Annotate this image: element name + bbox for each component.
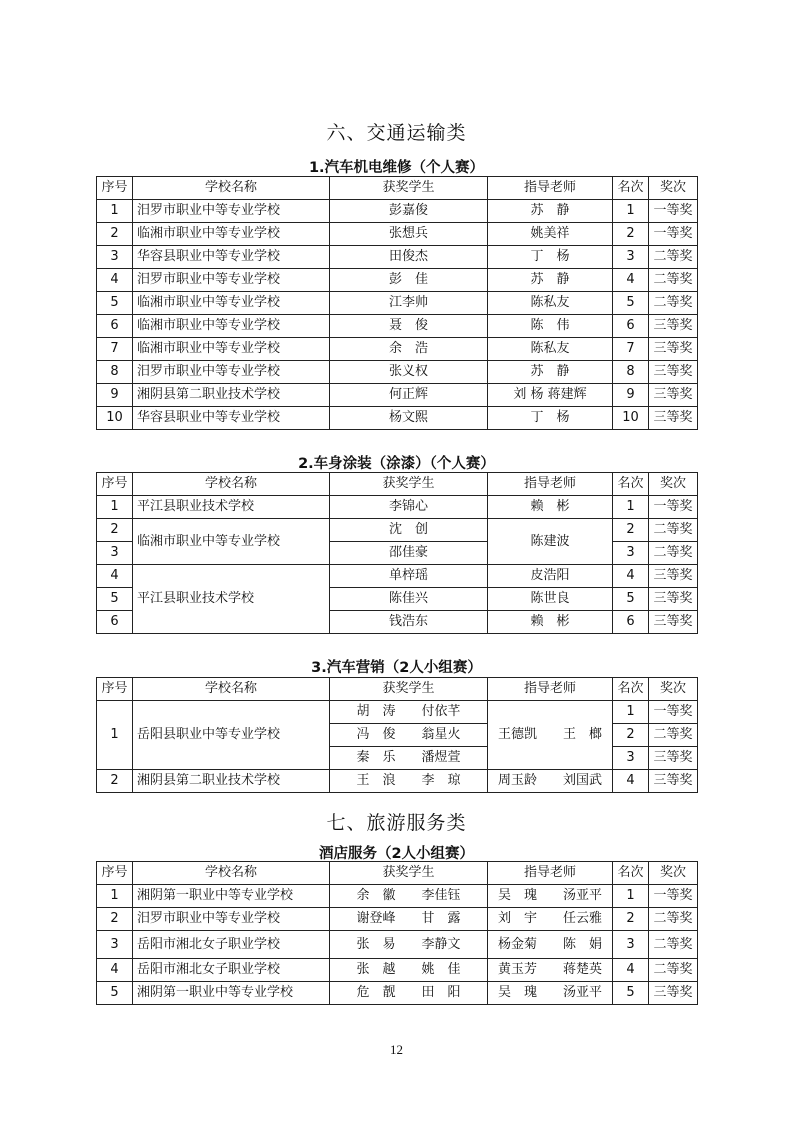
cell-school: 岳阳市湘北女子职业学校 — [133, 931, 330, 959]
cell-school: 汨罗市职业中等专业学校 — [133, 200, 330, 223]
cell-teacher: 刘 宇 任云雅 — [488, 908, 613, 931]
cell-award: 三等奖 — [649, 982, 698, 1005]
cell-no: 4 — [97, 959, 133, 982]
cell-student: 单梓瑶 — [330, 565, 488, 588]
cell-award: 三等奖 — [649, 565, 698, 588]
header-award: 奖次 — [649, 678, 698, 701]
cell-school: 湘阴县第二职业技术学校 — [133, 384, 330, 407]
cell-student: 秦 乐 潘煜萱 — [330, 747, 488, 770]
cell-no: 3 — [97, 542, 133, 565]
cell-rank: 2 — [613, 724, 649, 747]
header-rank: 名次 — [613, 473, 649, 496]
table-row — [97, 246, 698, 269]
cell-teacher: 陈建波 — [488, 519, 613, 565]
cell-no: 2 — [97, 223, 133, 246]
cell-teacher: 王德凯 王 榔 — [488, 701, 613, 770]
cell-school: 临湘市职业中等专业学校 — [133, 292, 330, 315]
cell-award: 一等奖 — [649, 885, 698, 908]
header-award: 奖次 — [649, 177, 698, 200]
cell-award: 三等奖 — [649, 361, 698, 384]
cell-teacher: 黄玉芳 蒋楚英 — [488, 959, 613, 982]
cell-rank: 6 — [613, 611, 649, 634]
cell-teacher: 吴 瑰 汤亚平 — [488, 885, 613, 908]
cell-no: 9 — [97, 384, 133, 407]
cell-no: 4 — [97, 565, 133, 588]
results-table-auto-marketing — [96, 677, 698, 793]
cell-rank: 9 — [613, 384, 649, 407]
cell-rank: 5 — [613, 292, 649, 315]
cell-teacher: 陈 伟 — [488, 315, 613, 338]
cell-teacher: 丁 杨 — [488, 246, 613, 269]
table-row — [97, 982, 698, 1005]
cell-student: 邵佳豪 — [330, 542, 488, 565]
table-row — [97, 223, 698, 246]
cell-teacher: 赖 彬 — [488, 496, 613, 519]
cell-award: 二等奖 — [649, 959, 698, 982]
table-row — [97, 959, 698, 982]
cell-award: 二等奖 — [649, 724, 698, 747]
cell-teacher: 皮浩阳 — [488, 565, 613, 588]
cell-award: 三等奖 — [649, 588, 698, 611]
cell-student: 张义权 — [330, 361, 488, 384]
cell-school: 汨罗市职业中等专业学校 — [133, 908, 330, 931]
cell-school: 临湘市职业中等专业学校 — [133, 338, 330, 361]
cell-rank: 3 — [613, 747, 649, 770]
header-school: 学校名称 — [133, 862, 330, 885]
table-row — [97, 200, 698, 223]
header-school: 学校名称 — [133, 473, 330, 496]
cell-no: 3 — [97, 931, 133, 959]
header-student: 获奖学生 — [330, 177, 488, 200]
header-award: 奖次 — [649, 473, 698, 496]
cell-rank: 2 — [613, 908, 649, 931]
cell-school: 临湘市职业中等专业学校 — [133, 519, 330, 565]
table-header-row — [97, 862, 698, 885]
results-table-auto-repair — [96, 176, 698, 430]
table-caption-auto-repair: 1.汽车机电维修（个人赛） — [308, 160, 485, 176]
cell-rank: 2 — [613, 223, 649, 246]
cell-school: 临湘市职业中等专业学校 — [133, 223, 330, 246]
cell-school: 岳阳市湘北女子职业学校 — [133, 959, 330, 982]
cell-no: 1 — [97, 701, 133, 770]
cell-school: 华容县职业中等专业学校 — [133, 407, 330, 430]
header-no: 序号 — [97, 678, 133, 701]
cell-teacher: 陈世良 — [488, 588, 613, 611]
cell-teacher: 赖 彬 — [488, 611, 613, 634]
table-header-row — [97, 473, 698, 496]
cell-student: 杨文熙 — [330, 407, 488, 430]
header-school: 学校名称 — [133, 678, 330, 701]
cell-no: 5 — [97, 982, 133, 1005]
table-header-row — [97, 177, 698, 200]
header-school: 学校名称 — [133, 177, 330, 200]
cell-teacher: 苏 静 — [488, 200, 613, 223]
cell-school: 汨罗市职业中等专业学校 — [133, 269, 330, 292]
page-number: 12 — [390, 1042, 403, 1057]
cell-student: 王 浪 李 琼 — [330, 770, 488, 793]
cell-student: 彭嘉俊 — [330, 200, 488, 223]
cell-school: 湘阴县第二职业技术学校 — [133, 770, 330, 793]
cell-no: 6 — [97, 315, 133, 338]
cell-award: 一等奖 — [649, 496, 698, 519]
table-row — [97, 908, 698, 931]
cell-no: 1 — [97, 496, 133, 519]
section-title-tourism: 七、旅游服务类 — [326, 812, 467, 834]
cell-no: 1 — [97, 885, 133, 908]
cell-student: 谢登峰 甘 露 — [330, 908, 488, 931]
cell-award: 二等奖 — [649, 246, 698, 269]
cell-award: 三等奖 — [649, 384, 698, 407]
table-caption-hotel-service: 酒店服务（2人小组赛） — [318, 846, 475, 862]
cell-no: 8 — [97, 361, 133, 384]
table-row — [97, 770, 698, 793]
cell-teacher: 苏 静 — [488, 361, 613, 384]
cell-award: 二等奖 — [649, 908, 698, 931]
cell-rank: 1 — [613, 496, 649, 519]
table-row — [97, 269, 698, 292]
table-row — [97, 885, 698, 908]
cell-rank: 5 — [613, 588, 649, 611]
cell-no: 5 — [97, 292, 133, 315]
cell-school: 汨罗市职业中等专业学校 — [133, 361, 330, 384]
cell-school: 湘阴第一职业中等专业学校 — [133, 885, 330, 908]
results-table-hotel-service — [96, 861, 698, 1005]
table-row — [97, 519, 698, 542]
table-row — [97, 931, 698, 959]
cell-award: 二等奖 — [649, 542, 698, 565]
cell-rank: 1 — [613, 200, 649, 223]
cell-teacher: 刘 杨 蒋建辉 — [488, 384, 613, 407]
cell-student: 冯 俊 翁星火 — [330, 724, 488, 747]
cell-award: 二等奖 — [649, 292, 698, 315]
cell-teacher: 吴 瑰 汤亚平 — [488, 982, 613, 1005]
table-row — [97, 565, 698, 588]
cell-student: 余 浩 — [330, 338, 488, 361]
header-rank: 名次 — [613, 177, 649, 200]
cell-rank: 2 — [613, 519, 649, 542]
header-teacher: 指导老师 — [488, 177, 613, 200]
cell-award: 三等奖 — [649, 747, 698, 770]
cell-award: 三等奖 — [649, 611, 698, 634]
header-teacher: 指导老师 — [488, 862, 613, 885]
cell-award: 三等奖 — [649, 407, 698, 430]
header-teacher: 指导老师 — [488, 473, 613, 496]
cell-no: 6 — [97, 611, 133, 634]
header-student: 获奖学生 — [330, 473, 488, 496]
cell-rank: 10 — [613, 407, 649, 430]
cell-student: 沈 创 — [330, 519, 488, 542]
cell-student: 张想兵 — [330, 223, 488, 246]
cell-student: 钱浩东 — [330, 611, 488, 634]
cell-rank: 8 — [613, 361, 649, 384]
cell-teacher: 姚美祥 — [488, 223, 613, 246]
section-title-transport: 六、交通运输类 — [326, 122, 467, 144]
cell-rank: 1 — [613, 885, 649, 908]
results-table-body-painting — [96, 472, 698, 634]
cell-student: 张 越 姚 佳 — [330, 959, 488, 982]
cell-student: 江李帅 — [330, 292, 488, 315]
header-student: 获奖学生 — [330, 862, 488, 885]
cell-student: 陈佳兴 — [330, 588, 488, 611]
cell-teacher: 杨金菊 陈 娟 — [488, 931, 613, 959]
header-award: 奖次 — [649, 862, 698, 885]
cell-student: 田俊杰 — [330, 246, 488, 269]
table-row — [97, 701, 698, 724]
cell-rank: 4 — [613, 565, 649, 588]
cell-rank: 6 — [613, 315, 649, 338]
cell-no: 4 — [97, 269, 133, 292]
cell-teacher: 陈私友 — [488, 338, 613, 361]
header-no: 序号 — [97, 177, 133, 200]
cell-no: 1 — [97, 200, 133, 223]
cell-award: 三等奖 — [649, 315, 698, 338]
table-body — [97, 200, 698, 430]
cell-no: 2 — [97, 908, 133, 931]
cell-student: 李锦心 — [330, 496, 488, 519]
table-row — [97, 407, 698, 430]
cell-rank: 5 — [613, 982, 649, 1005]
cell-student: 张 易 李静文 — [330, 931, 488, 959]
header-no: 序号 — [97, 862, 133, 885]
cell-teacher: 丁 杨 — [488, 407, 613, 430]
header-student: 获奖学生 — [330, 678, 488, 701]
cell-no: 2 — [97, 770, 133, 793]
table-body — [97, 885, 698, 1005]
cell-no: 5 — [97, 588, 133, 611]
cell-no: 10 — [97, 407, 133, 430]
cell-award: 三等奖 — [649, 770, 698, 793]
cell-no: 7 — [97, 338, 133, 361]
header-rank: 名次 — [613, 678, 649, 701]
table-row — [97, 496, 698, 519]
cell-student: 胡 涛 付依芊 — [330, 701, 488, 724]
table-row — [97, 338, 698, 361]
cell-student: 何正辉 — [330, 384, 488, 407]
cell-no: 3 — [97, 246, 133, 269]
cell-award: 三等奖 — [649, 338, 698, 361]
cell-school: 平江县职业技术学校 — [133, 496, 330, 519]
cell-school: 湘阴第一职业中等专业学校 — [133, 982, 330, 1005]
cell-rank: 3 — [613, 931, 649, 959]
cell-rank: 4 — [613, 959, 649, 982]
cell-student: 彭 佳 — [330, 269, 488, 292]
cell-award: 一等奖 — [649, 223, 698, 246]
cell-rank: 4 — [613, 770, 649, 793]
header-teacher: 指导老师 — [488, 678, 613, 701]
header-no: 序号 — [97, 473, 133, 496]
cell-rank: 1 — [613, 701, 649, 724]
cell-rank: 3 — [613, 246, 649, 269]
cell-student: 余 徽 李佳钰 — [330, 885, 488, 908]
cell-rank: 3 — [613, 542, 649, 565]
cell-rank: 7 — [613, 338, 649, 361]
header-rank: 名次 — [613, 862, 649, 885]
table-caption-auto-marketing: 3.汽车营销（2人小组赛） — [311, 660, 482, 676]
cell-student: 危 靓 田 阳 — [330, 982, 488, 1005]
cell-award: 二等奖 — [649, 269, 698, 292]
table-row — [97, 292, 698, 315]
cell-teacher: 苏 静 — [488, 269, 613, 292]
cell-school: 岳阳县职业中等专业学校 — [133, 701, 330, 770]
table-row — [97, 315, 698, 338]
cell-award: 一等奖 — [649, 200, 698, 223]
table-row — [97, 384, 698, 407]
cell-school: 华容县职业中等专业学校 — [133, 246, 330, 269]
cell-rank: 4 — [613, 269, 649, 292]
cell-no: 2 — [97, 519, 133, 542]
cell-teacher: 周玉龄 刘国武 — [488, 770, 613, 793]
table-caption-body-painting: 2.车身涂装（涂漆）（个人赛） — [298, 456, 495, 472]
cell-school: 平江县职业技术学校 — [133, 565, 330, 634]
cell-award: 二等奖 — [649, 931, 698, 959]
table-row — [97, 361, 698, 384]
table-header-row — [97, 678, 698, 701]
cell-student: 聂 俊 — [330, 315, 488, 338]
cell-award: 一等奖 — [649, 701, 698, 724]
cell-teacher: 陈私友 — [488, 292, 613, 315]
cell-award: 二等奖 — [649, 519, 698, 542]
cell-school: 临湘市职业中等专业学校 — [133, 315, 330, 338]
